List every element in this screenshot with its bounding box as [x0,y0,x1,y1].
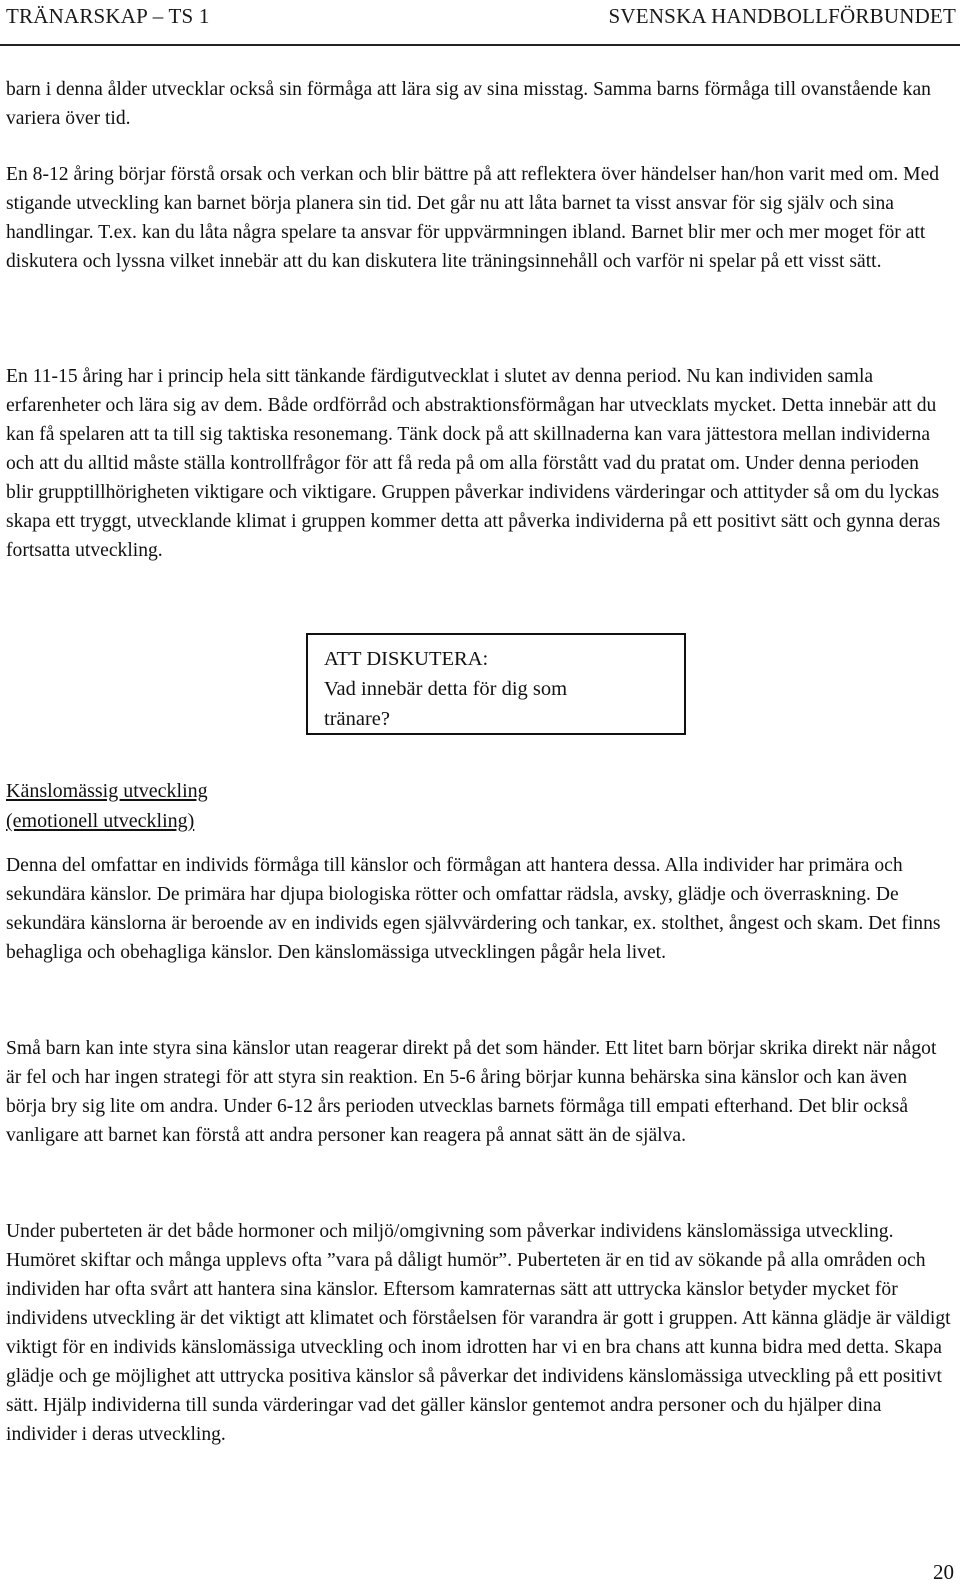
discussion-title: ATT DISKUTERA: [324,648,489,670]
page-number: 20 [933,1560,954,1584]
paragraph-puberty-emotions: Under puberteten är det både hormoner och miljö/omgivning som påverkar individens känslomässiga utveckling. Humöret skiftar och många upplevs ofta ”vara på dåligt humör”. Puberteten är en tid av sökande på alla områden och individen har ofta svårt att hantera sina känslor. Eftersom kamraternas sätt att uttrycka känslor betyder mycket för individens utveckling är det viktigt att klimatet och förståelsen för varandra är gott i gruppen. Att känna glädje är väldigt viktigt för en individs känslomässiga utveckling och inom idrotten har vi en bra chans att kunna bidra med detta. Skapa glädje och ge möjlighet att uttrycka positiva känslor så påverkar det individens känslomässiga utveckling på ett positivt sätt. Hjälp individerna till sunda värderingar vad det gäller känslor gentemot andra personer och du hjälper dina individer i deras utveckling. [6,1221,951,1445]
section-heading-line-2: (emotionell utveckling) [6,810,195,832]
paragraph-age-11-15: En 11-15 åring har i princip hela sitt tänkande färdigutvecklat i slutet av denna period. Nu kan individen samla erfarenheter och lära sig av dem. Både ordförråd och abstraktionsförmågan har utvecklats mycket. Detta innebär att du kan få spelaren att ta till sig taktiska resonemang. Tänk dock på att skillnaderna kan vara jättestora mellan individerna och att du alltid måste ställa kontrollfrågor för att få reda på om alla förstått vad du pratat om. Under denna perioden blir grupptillhörigheten viktigare och viktigare. Gruppen påverkar individens värderingar och attityder så om du lyckas skapa ett tryggt, utvecklande klimat i gruppen kommer detta att påverka individerna på ett positivt sätt och gynna deras fortsatta utveckling. [6,366,941,561]
discussion-question-line-1: Vad innebär detta för dig som [324,678,568,700]
page-header [6,4,956,36]
discussion-question-line-2: tränare? [324,708,390,730]
paragraph-age-8-12: En 8-12 åring börjar förstå orsak och verkan och blir bättre på att reflektera över händelser han/hon varit med om. Med stigande utveckling kan barnet börja planera sin tid. Det går nu att låta barnet ta visst ansvar för sig själv och sina handlingar. T.ex. kan du låta några spelare ta ansvar för uppvärmningen ibland. Barnet blir mer och mer moget för att diskutera och lyssna vilket innebär att du kan diskutera lite träningsinnehåll och varför ni spelar på ett visst sätt. [6,164,940,272]
header-divider [0,44,960,46]
discussion-box [306,633,686,735]
paragraph-learning-mistakes: barn i denna ålder utvecklar också sin förmåga att lära sig av sina misstag. Samma barns förmåga till ovanstående kan variera över tid. [6,79,931,129]
section-heading-line-1: Känslomässig utveckling [6,780,208,802]
paragraph-emotions-definition: Denna del omfattar en individs förmåga till känslor och förmågan att hantera dessa. Alla individer har primära och sekundära känslor. De primära har djupa biologiska rötter och omfattar rädsla, avsky, glädje och överraskning. De sekundära känslorna är beroende av en individs egen självvärdering och tankar, ex. stolthet, ångest och skam. Det finns behagliga och obehagliga känslor. Den känslomässiga utvecklingen pågår hela livet. [6,855,941,963]
paragraph-young-children-emotions: Små barn kan inte styra sina känslor utan reagerar direkt på det som händer. Ett litet barn börjar skrika direkt när något är fel och har ingen strategi för att styra sin reaktion. En 5-6 åring börjar kunna behärska sina känslor och kan även börja bry sig lite om andra. Under 6-12 års perioden utvecklas barnets förmåga till empati efterhand. Det blir också vanligare att barnet kan förstå att andra personer kan reagera på annat sätt än de själva. [6,1038,937,1146]
section-heading-emotional-development [6,776,208,836]
header-left-title: TRÄNARSKAP – TS 1 [6,4,210,28]
header-right-title: SVENSKA HANDBOLLFÖRBUNDET [608,4,956,28]
